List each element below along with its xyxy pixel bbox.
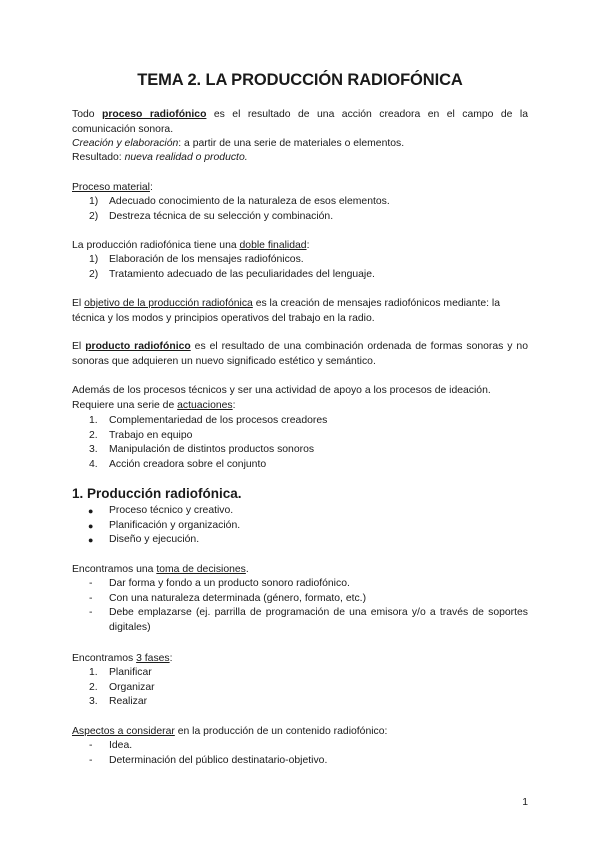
dash-marker: - [89, 592, 93, 604]
producto-paragraph [72, 340, 528, 369]
objetivo-text: El [72, 298, 85, 309]
list-item [72, 443, 528, 458]
intro-text-rest: es el resultado de una acción creadora en el campo de la comunicación sonora. [72, 109, 528, 135]
list-item [72, 458, 528, 473]
tres-fases-term: 3 fases [136, 653, 170, 664]
decisiones-list [72, 577, 528, 635]
list-item [72, 739, 528, 754]
section1-bullet-list [72, 504, 528, 548]
list-item [72, 695, 528, 710]
list-marker: 4. [89, 458, 98, 470]
section-heading: 1. Producción radiofónica. [72, 486, 242, 501]
list-item [72, 754, 528, 769]
proceso-material-list [72, 195, 528, 224]
list-item-text: Adecuado conocimiento de la naturaleza de esos elementos. [109, 196, 390, 207]
page-number: 1 [522, 797, 528, 808]
producto-text: El [72, 341, 86, 352]
page-title: TEMA 2. LA PRODUCCIÓN RADIOFÓNICA [137, 71, 463, 89]
list-item [72, 666, 528, 681]
producto-radiofonico-term: producto radiofónico [85, 341, 191, 352]
fases-list [72, 666, 528, 710]
bullet-icon: ● [88, 506, 94, 516]
objetivo-paragraph [72, 297, 528, 326]
dash-marker: - [89, 740, 93, 751]
list-item [72, 414, 528, 429]
list-item [72, 429, 528, 444]
list-item-text: Elaboración de los mensajes radiofónicos. [109, 254, 304, 265]
creacion-term: Creación y elaboración [72, 138, 179, 149]
list-marker: 1) [89, 254, 99, 265]
proceso-radiofonico-term: proceso radiofónico [101, 109, 207, 120]
list-item [72, 253, 528, 268]
colon: : [149, 182, 153, 193]
list-item-text: Realizar [109, 696, 148, 707]
list-item [72, 533, 528, 548]
list-item-text: Diseño y ejecución. [109, 534, 200, 545]
objetivo-term: objetivo de la producción radiofónica [84, 298, 253, 309]
list-item-text: Complementariedad de los procesos creadores [109, 415, 328, 426]
list-marker: 2) [89, 268, 99, 280]
list-item-text: Determinación del público destinatario-objetivo. [109, 754, 328, 766]
colon: : [232, 400, 236, 411]
list-marker: 3. [89, 696, 98, 707]
intro-text: Todo [72, 109, 102, 120]
list-marker: 1) [89, 196, 99, 207]
list-item [72, 195, 528, 210]
creacion-text: : a partir de una serie de materiales o elementos. [178, 138, 405, 149]
decisiones-text: Encontramos una [72, 564, 157, 575]
decisiones-heading [72, 563, 528, 578]
fases-text: Encontramos [72, 653, 137, 664]
list-marker: 1. [89, 415, 98, 426]
aspectos-list [72, 739, 528, 768]
list-item-text: Dar forma y fondo a un producto sonoro radiofónico. [109, 578, 350, 589]
fases-heading [72, 652, 528, 667]
list-item [72, 606, 528, 635]
list-item [72, 268, 528, 283]
list-item-text: Trabajo en equipo [109, 429, 193, 441]
list-item-text: Destreza técnica de su selección y combinación. [109, 210, 334, 222]
list-item [72, 210, 528, 225]
list-item [72, 681, 528, 696]
list-item-text: Manipulación de distintos productos sonoros [109, 444, 315, 455]
list-item-text: Debe emplazarse (ej. parrilla de programación de una emisora y/o a través de soportes digitales) [109, 607, 528, 633]
actuaciones-list [72, 414, 528, 472]
toma-decisiones-term: toma de decisiones [156, 564, 246, 575]
colon: : [306, 240, 310, 251]
list-item-text: Organizar [109, 681, 155, 693]
creacion-line [72, 137, 528, 152]
list-marker: 3. [89, 444, 98, 455]
list-item [72, 577, 528, 592]
list-marker: 2. [89, 429, 98, 441]
actuaciones-term: actuaciones [177, 400, 233, 411]
list-marker: 2) [89, 210, 99, 222]
actuaciones-heading [72, 399, 528, 414]
bullet-icon: ● [88, 520, 94, 531]
aspectos-text: en la producción de un contenido radiofónico: [174, 726, 388, 737]
list-item-text: Con una naturaleza determinada (género, formato, etc.) [109, 592, 367, 604]
objetivo-text-rest: es la creación de mensajes radiofónicos mediante: la técnica y los modos y principios operativos del trabajo en la radio. [72, 298, 501, 324]
dash-marker: - [89, 578, 93, 589]
list-item [72, 504, 528, 519]
list-marker: 2. [89, 681, 98, 693]
period: . [245, 564, 249, 575]
aspectos-term: Aspectos a considerar [72, 726, 175, 737]
doble-finalidad-term: doble finalidad [239, 240, 307, 251]
aspectos-heading [72, 725, 528, 740]
list-item-text: Planificación y organización. [109, 519, 241, 531]
dash-marker: - [89, 754, 93, 766]
proceso-material-label: Proceso material [72, 182, 150, 193]
list-item-text: Planificar [109, 667, 152, 678]
colon: : [169, 653, 173, 664]
resultado-line [72, 151, 528, 166]
dash-marker: - [89, 607, 93, 618]
list-item-text: Tratamiento adecuado de las peculiaridades del lenguaje. [109, 268, 375, 280]
finalidad-heading [72, 239, 528, 254]
intro-paragraph [72, 108, 528, 137]
bullet-icon: ● [88, 535, 94, 545]
list-item-text: Idea. [109, 740, 133, 751]
resultado-value: nueva realidad o producto. [124, 152, 248, 163]
list-item [72, 592, 528, 607]
actuaciones-text: Requiere una serie de [72, 400, 178, 411]
producto-text-rest: es el resultado de una combinación ordenada de formas sonoras y no sonoras que adquieren un nuevo significado estético y semántico. [72, 341, 528, 367]
list-marker: 1. [89, 667, 98, 678]
finalidad-list [72, 253, 528, 282]
proceso-material-heading [72, 181, 528, 196]
actuaciones-intro: Además de los procesos técnicos y ser una actividad de apoyo a los procesos de ideación. [72, 385, 491, 396]
list-item-text: Acción creadora sobre el conjunto [109, 458, 267, 470]
finalidad-text: La producción radiofónica tiene una [72, 240, 240, 251]
list-item-text: Proceso técnico y creativo. [109, 505, 234, 516]
resultado-label: Resultado: [72, 152, 125, 163]
list-item [72, 519, 528, 534]
